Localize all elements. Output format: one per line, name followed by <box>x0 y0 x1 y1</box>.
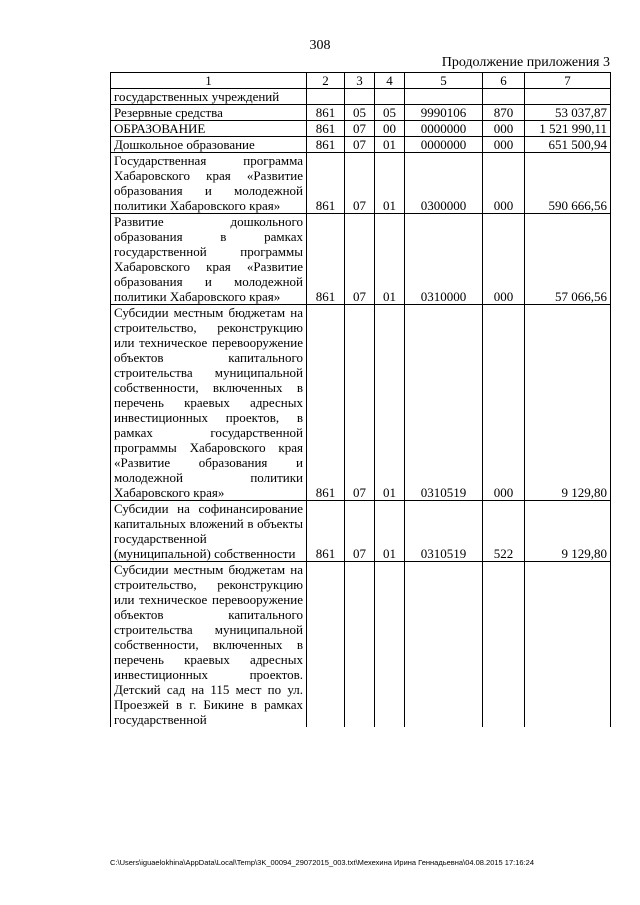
table-row <box>111 153 611 214</box>
row-code-ministry: 861 <box>307 214 345 305</box>
row-code-expense: 000 <box>483 305 525 501</box>
row-code-section: 07 <box>345 501 375 562</box>
appendix-note: Продолжение приложения 3 <box>441 55 610 70</box>
row-amount <box>525 89 611 105</box>
row-amount: 9 129,80 <box>525 501 611 562</box>
row-code-expense: 000 <box>483 153 525 214</box>
row-code-section: 05 <box>345 105 375 121</box>
row-code-ministry: 861 <box>307 501 345 562</box>
table-row <box>111 305 611 501</box>
row-amount: 1 521 990,11 <box>525 121 611 137</box>
row-code-subsection <box>375 562 405 728</box>
row-code-target: 9990106 <box>405 105 483 121</box>
row-amount: 53 037,87 <box>525 105 611 121</box>
row-code-ministry: 861 <box>307 137 345 153</box>
row-code-expense: 000 <box>483 121 525 137</box>
row-code-target: 0310519 <box>405 305 483 501</box>
row-code-expense: 000 <box>483 137 525 153</box>
column-header: 4 <box>375 73 405 89</box>
table-row <box>111 137 611 153</box>
row-code-subsection: 01 <box>375 214 405 305</box>
row-code-expense <box>483 89 525 105</box>
row-code-target: 0310519 <box>405 501 483 562</box>
row-code-ministry: 861 <box>307 121 345 137</box>
row-code-target <box>405 89 483 105</box>
row-code-ministry <box>307 89 345 105</box>
table-row <box>111 501 611 562</box>
row-code-target: 0310000 <box>405 214 483 305</box>
row-name: ОБРАЗОВАНИЕ <box>111 121 307 137</box>
row-code-section: 07 <box>345 214 375 305</box>
row-code-target <box>405 562 483 728</box>
row-code-subsection: 01 <box>375 153 405 214</box>
row-code-subsection: 05 <box>375 105 405 121</box>
row-code-subsection: 00 <box>375 121 405 137</box>
row-amount: 590 666,56 <box>525 153 611 214</box>
row-code-expense: 522 <box>483 501 525 562</box>
row-code-target: 0000000 <box>405 121 483 137</box>
row-code-ministry: 861 <box>307 153 345 214</box>
table-row <box>111 121 611 137</box>
row-code-section: 07 <box>345 153 375 214</box>
row-code-target: 0000000 <box>405 137 483 153</box>
page-number: 308 <box>309 38 331 53</box>
row-code-section: 07 <box>345 137 375 153</box>
budget-table <box>110 72 611 727</box>
row-name: Государственная программа Хабаровского края «Развитие образования и молодежной политики Хабаровского края» <box>111 153 307 214</box>
row-amount: 651 500,94 <box>525 137 611 153</box>
row-name: Развитие дошкольного образования в рамках государственной программы Хабаровского края «Развитие образования и молодежной политики Хабаровского края» <box>111 214 307 305</box>
row-name: Резервные средства <box>111 105 307 121</box>
row-code-subsection: 01 <box>375 501 405 562</box>
row-code-expense <box>483 562 525 728</box>
row-amount: 9 129,80 <box>525 305 611 501</box>
table-row <box>111 89 611 105</box>
column-header: 6 <box>483 73 525 89</box>
row-amount <box>525 562 611 728</box>
row-code-target: 0300000 <box>405 153 483 214</box>
row-code-subsection: 01 <box>375 305 405 501</box>
row-code-ministry: 861 <box>307 305 345 501</box>
row-code-ministry <box>307 562 345 728</box>
table-header-row <box>111 73 611 89</box>
row-code-section <box>345 89 375 105</box>
row-amount: 57 066,56 <box>525 214 611 305</box>
column-header: 5 <box>405 73 483 89</box>
row-code-expense: 000 <box>483 214 525 305</box>
row-name: Субсидии местным бюджетам на строительство, реконструкцию или техническое перевооружение объектов капитального строительства муниципальной собственности, включенных в перечень краевых адресных инвестиционных проектов. Детский сад на 115 мест по ул. Проезжей в г. Бикине в рамках государственной <box>111 562 307 728</box>
row-code-section <box>345 562 375 728</box>
column-header: 1 <box>111 73 307 89</box>
footer-file-path: C:\Users\iguaelokhina\AppData\Local\Temp\3K_00094_29072015_003.txt\Мехехина Ирина Геннадьевна\04.08.2015 17:16:24 <box>110 858 535 867</box>
row-code-expense: 870 <box>483 105 525 121</box>
row-code-ministry: 861 <box>307 105 345 121</box>
row-name: Субсидии местным бюджетам на строительство, реконструкцию или техническое перевооружение объектов капитального строительства муниципальной собственности, включенных в перечень краевых адресных инвестиционных проектов, в рамках государственной программы Хабаровского края «Развитие образования и молодежной политики Хабаровского края» <box>111 305 307 501</box>
row-code-subsection <box>375 89 405 105</box>
table-row <box>111 105 611 121</box>
row-name: Дошкольное образование <box>111 137 307 153</box>
row-code-subsection: 01 <box>375 137 405 153</box>
row-code-section: 07 <box>345 305 375 501</box>
column-header: 7 <box>525 73 611 89</box>
table-row <box>111 562 611 728</box>
row-code-section: 07 <box>345 121 375 137</box>
column-header: 2 <box>307 73 345 89</box>
row-name: Субсидии на софинансирование капитальных вложений в объекты государственной (муниципальной) собственности <box>111 501 307 562</box>
table-row <box>111 214 611 305</box>
column-header: 3 <box>345 73 375 89</box>
row-name: государственных учреждений <box>111 89 307 105</box>
